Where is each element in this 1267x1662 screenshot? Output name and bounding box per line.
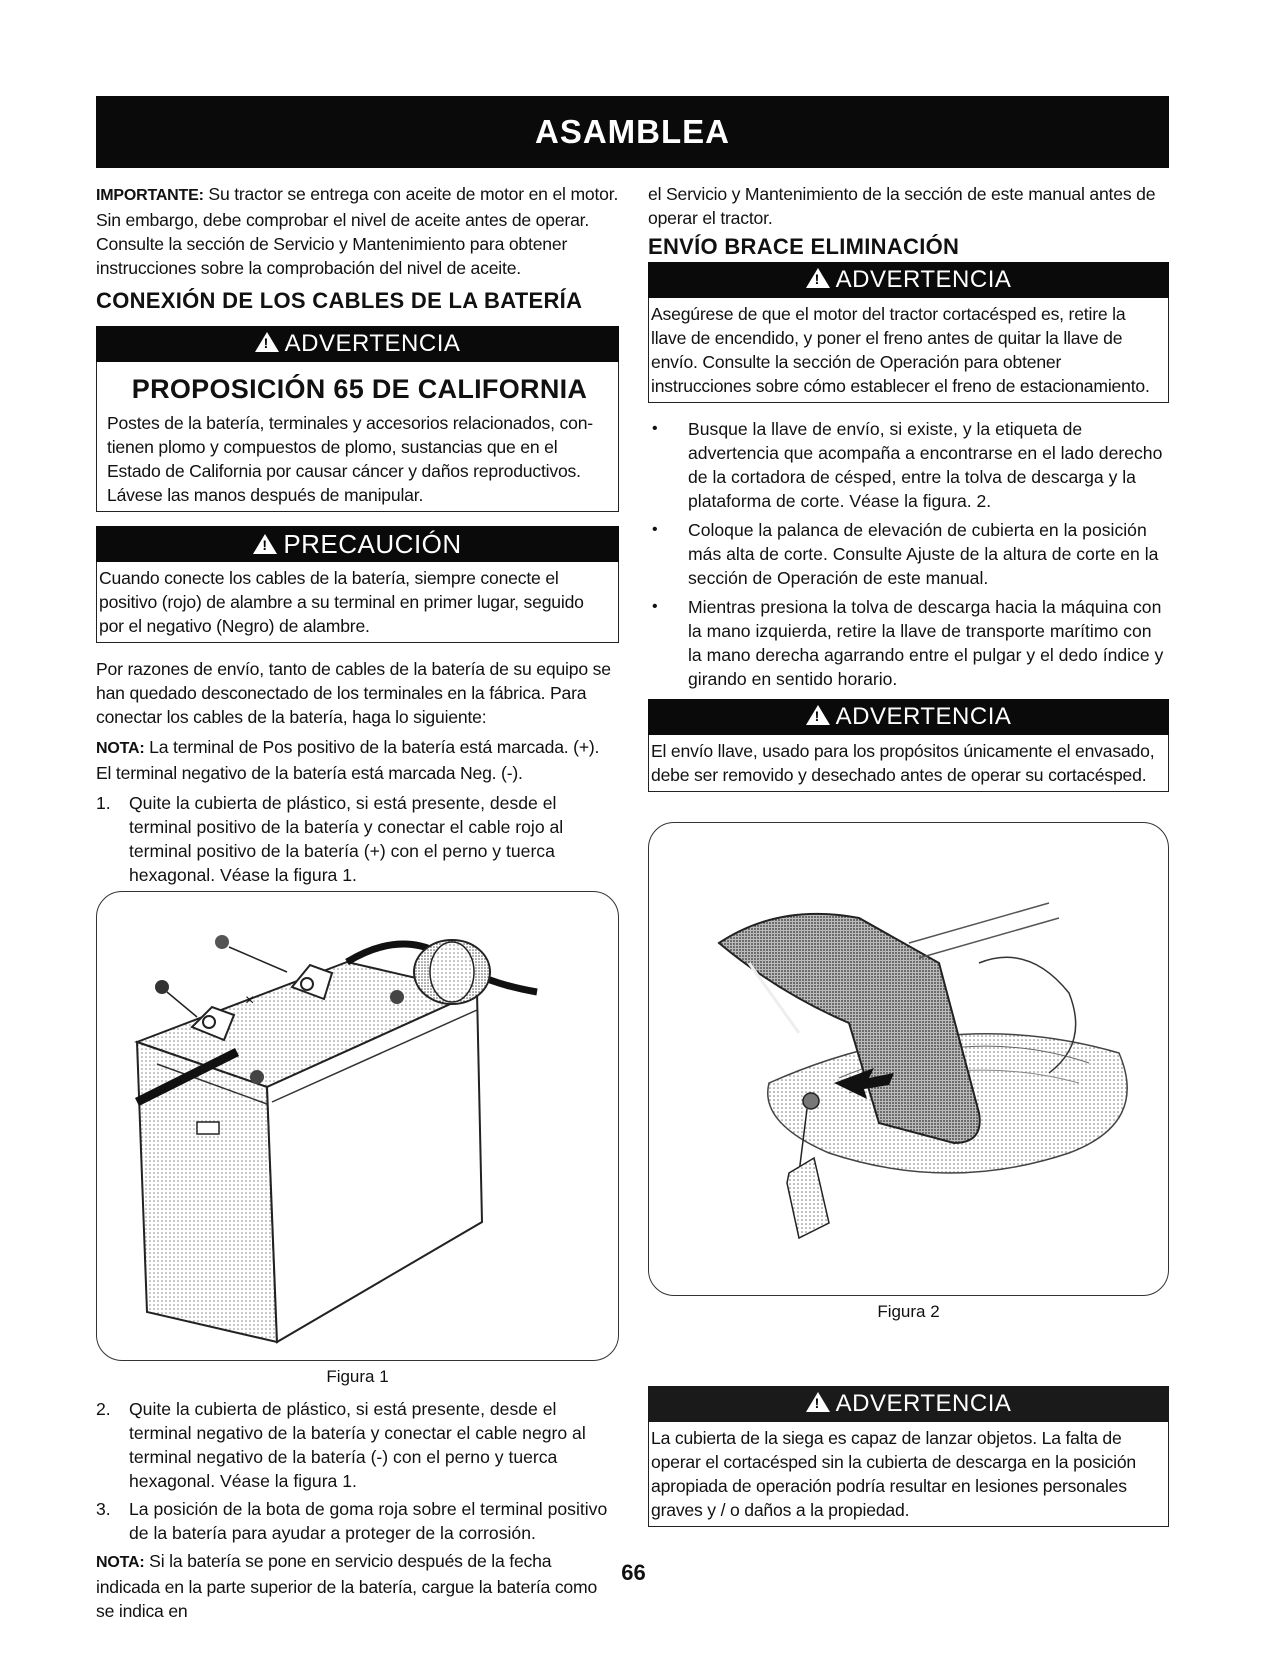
caution-box	[96, 562, 619, 643]
bullet-icon: •	[652, 598, 658, 615]
bullet-item	[648, 595, 1169, 691]
warning-triangle-icon	[806, 705, 830, 725]
caution-header	[96, 526, 619, 562]
warning-triangle-icon	[806, 1392, 830, 1412]
shipping-key-warning-text: El envío llave, usado para los propósitos únicamente el envasado, debe ser removido y desechado antes de operar su cortacésped.	[651, 741, 1155, 785]
discharge-chute-illustration	[649, 823, 1168, 1295]
bullet-item	[648, 417, 1169, 513]
figure-1-caption: Figura 1	[326, 1367, 389, 1386]
discharge-warning-box	[648, 1422, 1169, 1527]
brace-section-title: ENVÍO BRACE ELIMINACIÓN	[648, 234, 960, 259]
brake-warning-text: Asegúrese de que el motor del tractor cortacésped es, retire la llave de encendido, y poner el freno antes de quitar la llave de envío. Consulte la sección de Operación para obtener instrucciones sobre cómo establecer el freno de estacionamiento.	[651, 304, 1150, 396]
step-number: 2.	[96, 1399, 111, 1419]
shipping-key-warning	[648, 699, 1169, 792]
note-text: Si la batería se pone en servicio después de la fecha indicada en la parte superior de la batería, cargue la batería como se indica en	[96, 1551, 598, 1621]
bullet-text: Coloque la palanca de elevación de cubierta en la posición más alta de corte. Consulte Ajuste de la altura de corte en la sección de Operación de este manual.	[688, 520, 1159, 588]
continuation-text: el Servicio y Mantenimiento de la sección de este manual antes de operar el tractor.	[648, 184, 1156, 228]
warning-header-label: ADVERTENCIA	[835, 266, 1012, 293]
negative-mark-label: ×	[245, 992, 255, 1009]
step-text: La posición de la bota de goma roja sobre el terminal positivo de la batería para ayudar a proteger de la corrosión.	[129, 1499, 608, 1543]
figure-2-caption: Figura 2	[877, 1302, 940, 1321]
prop65-title: PROPOSICIÓN 65 DE CALIFORNIA	[131, 374, 588, 404]
prop65-warning	[96, 326, 619, 512]
brake-warning	[648, 262, 1169, 403]
note-label: NOTA:	[96, 1554, 145, 1571]
bullet-text: Busque la llave de envío, si existe, y la etiqueta de advertencia que acompaña a encontrarse en el lado derecho de la cortadora de césped, entre la tolva de descarga y la plataforma de corte. Véase la figura. 2.	[688, 419, 1163, 511]
brake-warning-box	[648, 298, 1169, 403]
note-terminals	[96, 735, 619, 785]
step-1	[96, 791, 619, 887]
step-text: Quite la cubierta de plástico, si está presente, desde el terminal negativo de la batería y conectar el cable negro al terminal negativo de la batería (-) con el perno y tuerca hexagonal. Véase la figura 1.	[129, 1399, 586, 1491]
battery-section-title: CONEXIÓN DE LOS CABLES DE LA BATERÍA	[96, 288, 583, 313]
warning-header	[648, 1386, 1169, 1422]
step-3	[96, 1497, 619, 1545]
left-column	[96, 182, 619, 1629]
warning-header-label: ADVERTENCIA	[835, 1390, 1012, 1417]
step-number: 1.	[96, 793, 111, 813]
shipping-paragraph: Por razones de envío, tanto de cables de la batería de su equipo se han quedado desconectado de los terminales en la fábrica. Para conectar los cables de la batería, haga lo siguiente:	[96, 659, 611, 727]
prop65-text: Postes de la batería, terminales y accesorios relacionados, con-tienen plomo y compuestos de plomo, sustancias que en el Estado de California por causar cáncer y daños reproductivos. Lávese las manos después de manipular.	[107, 413, 593, 505]
bullet-icon: •	[652, 420, 658, 437]
caution-text: Cuando conecte los cables de la batería, siempre conecte el positivo (rojo) de alambre a su terminal en primer lugar, seguido por el negativo (Negro) de alambre.	[99, 568, 584, 636]
warning-header	[96, 326, 619, 362]
figure-2-box	[648, 822, 1169, 1296]
important-paragraph	[96, 182, 619, 280]
bullet-text: Mientras presiona la tolva de descarga hacia la máquina con la mano izquierda, retire la llave de transporte marítimo con la mano derecha agarrando entre el pulgar y el dedo índice y girando en sentido horario.	[688, 597, 1164, 689]
battery-illustration	[97, 892, 618, 1360]
bullet-item	[648, 518, 1169, 590]
figure-1-box	[96, 891, 619, 1361]
discharge-warning-text: La cubierta de la siega es capaz de lanzar objetos. La falta de operar el cortacésped sin la cubierta de descarga en la posición apropiada de operación podría resultar en lesiones personales graves y / o daños a la propiedad.	[651, 1428, 1137, 1520]
warning-header-label: ADVERTENCIA	[835, 703, 1012, 730]
caution-header-label: PRECAUCIÓN	[283, 529, 462, 559]
page-header-banner	[96, 96, 1169, 168]
warning-triangle-icon	[806, 268, 830, 288]
caution-triangle-icon	[253, 534, 277, 554]
note-label: NOTA:	[96, 740, 145, 757]
caution-warning	[96, 526, 619, 643]
right-column	[648, 182, 1169, 1527]
important-label: IMPORTANTE:	[96, 187, 204, 204]
discharge-warning	[648, 1386, 1169, 1527]
shipping-key-warning-box	[648, 735, 1169, 792]
page-number: 66	[621, 1560, 646, 1585]
prop65-box	[96, 362, 619, 512]
bullet-icon: •	[652, 521, 658, 538]
step-text: Quite la cubierta de plástico, si está presente, desde el terminal positivo de la batería y conectar el cable rojo al terminal positivo de la batería (+) con el perno y tuerca hexagonal. Véase la figura 1.	[129, 793, 564, 885]
warning-header	[648, 699, 1169, 735]
note-text: La terminal de Pos positivo de la batería está marcada. (+). El terminal negativo de la batería está marcada Neg. (-).	[96, 737, 600, 783]
warning-header-label: ADVERTENCIA	[284, 330, 461, 357]
warning-header	[648, 262, 1169, 298]
important-text: Su tractor se entrega con aceite de motor en el motor. Sin embargo, debe comprobar el nivel de aceite antes de operar. Consulte la sección de Servicio y Mantenimiento para obtener instrucciones sobre la comprobación del nivel de aceite.	[96, 184, 619, 278]
warning-triangle-icon	[255, 332, 279, 352]
step-number: 3.	[96, 1499, 111, 1519]
step-2	[96, 1397, 619, 1493]
page-title: ASAMBLEA	[535, 113, 730, 150]
